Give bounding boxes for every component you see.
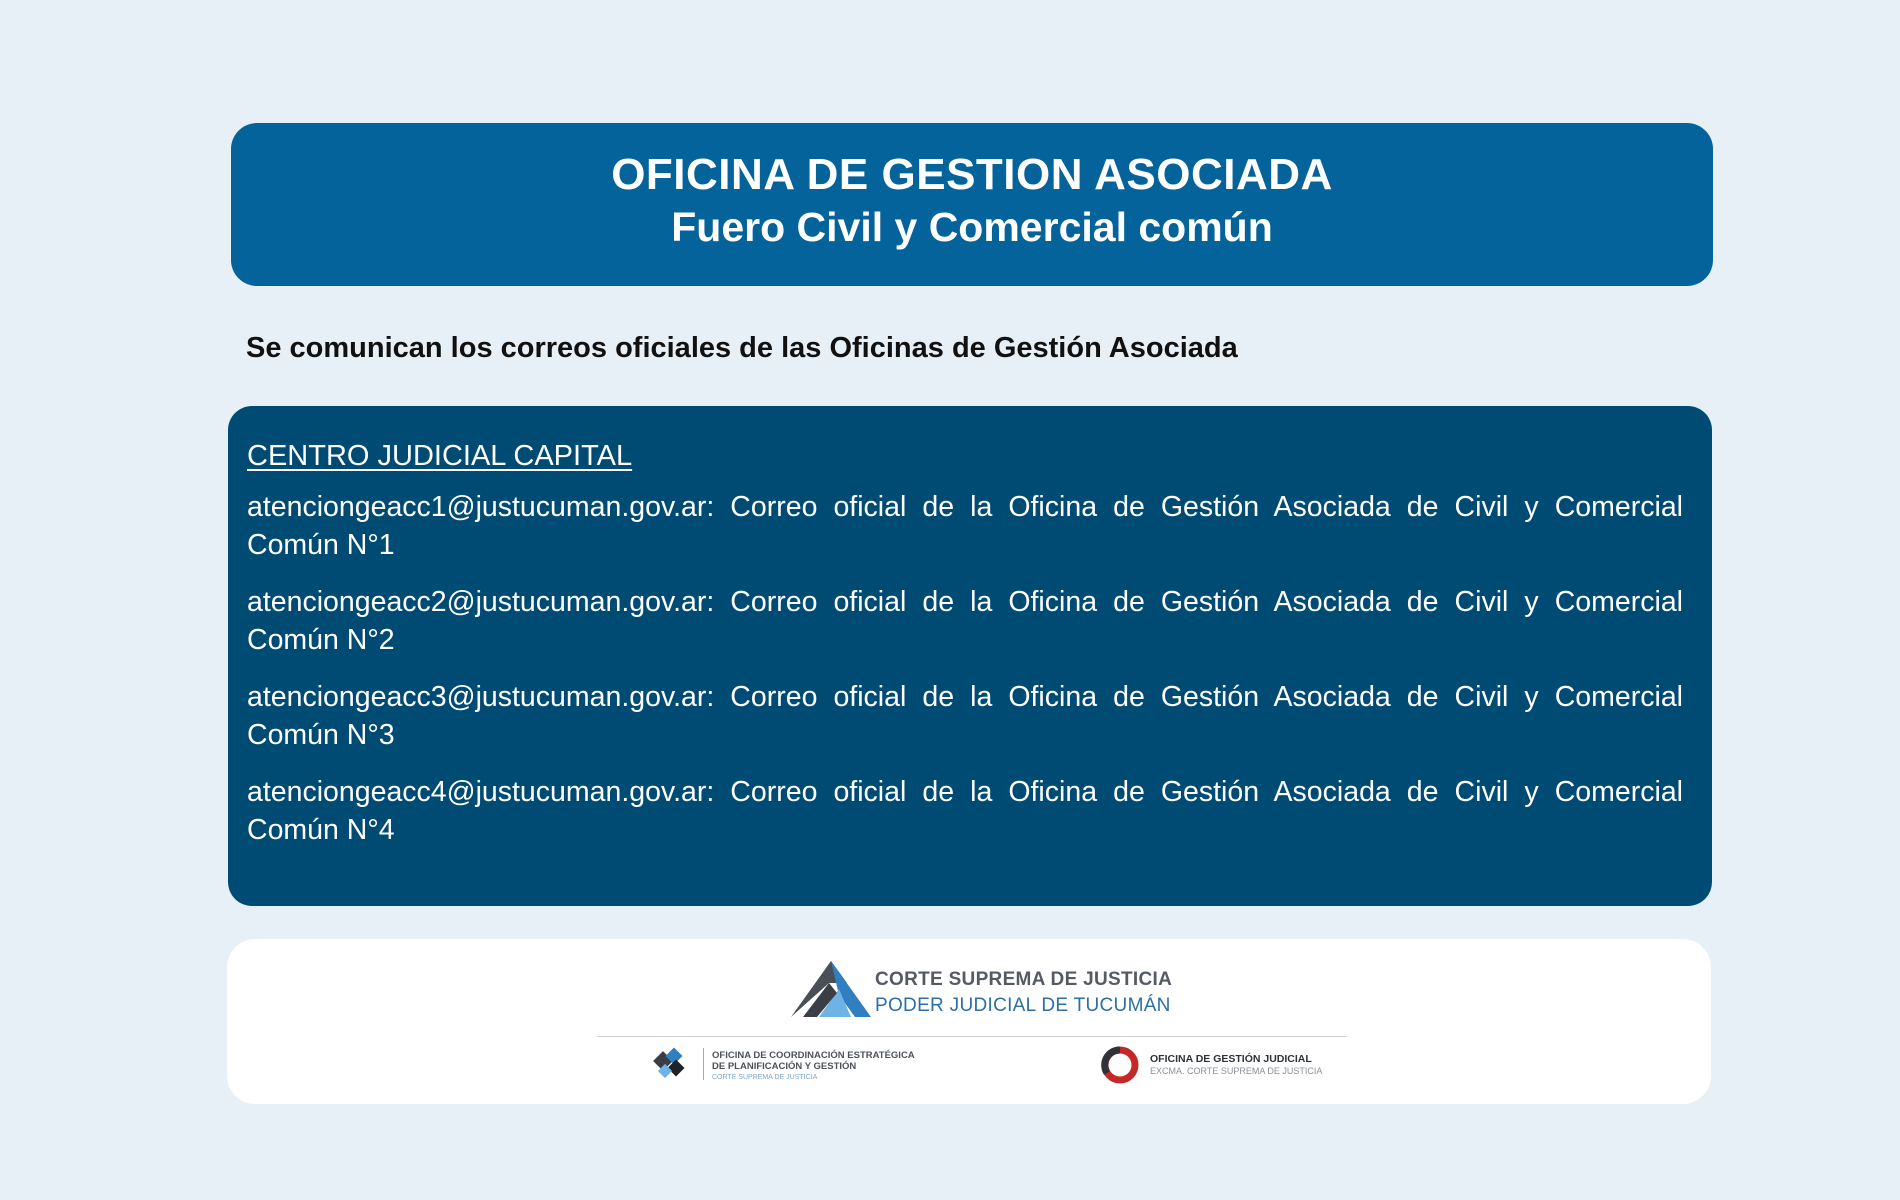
footer-divider — [597, 1036, 1347, 1037]
ogj-subtitle: EXCMA. CORTE SUPREMA DE JUSTICIA — [1150, 1066, 1323, 1076]
email-item-1: atenciongeacc1@justucuman.gov.ar: Correo oficial de la Oficina de Gestión Asociada de Civil y Comercial Común N°1 — [247, 491, 1683, 561]
email-item-2: atenciongeacc2@justucuman.gov.ar: Correo oficial de la Oficina de Gestión Asociada de Civil y Comercial Común N°2 — [247, 586, 1683, 656]
csj-name: CORTE SUPREMA DE JUSTICIA — [875, 969, 1173, 990]
page-subtitle: Fuero Civil y Comercial común — [671, 204, 1273, 250]
ocep-line-1: OFICINA DE COORDINACIÓN ESTRATÉGICA — [712, 1050, 915, 1061]
csj-logo-icon — [789, 957, 874, 1019]
ogj-name: OFICINA DE GESTIÓN JUDICIAL — [1150, 1053, 1312, 1065]
email-item-4: atenciongeacc4@justucuman.gov.ar: Correo oficial de la Oficina de Gestión Asociada de Civil y Comercial Común N°4 — [247, 776, 1683, 846]
page-title: OFICINA DE GESTION ASOCIADA — [611, 150, 1333, 199]
csj-subtitle: PODER JUDICIAL DE TUCUMÁN — [875, 995, 1171, 1016]
ocep-logo-icon — [652, 1046, 694, 1082]
email-item-3: atenciongeacc3@justucuman.gov.ar: Correo oficial de la Oficina de Gestión Asociada de Civil y Comercial Común N°3 — [247, 681, 1683, 751]
ocep-line-3: CORTE SUPREMA DE JUSTICIA — [712, 1074, 818, 1081]
header-banner — [231, 123, 1713, 286]
footer-logos — [227, 939, 1711, 1104]
ocep-separator — [703, 1048, 704, 1080]
ocep-text — [712, 1050, 915, 1083]
intro-text: Se comunican los correos oficiales de las Oficinas de Gestión Asociada — [246, 332, 1238, 364]
section-title: CENTRO JUDICIAL CAPITAL — [247, 440, 633, 472]
email-list-panel — [228, 406, 1712, 906]
ocep-line-2: DE PLANIFICACIÓN Y GESTIÓN — [712, 1061, 857, 1072]
ogj-logo-icon — [1099, 1045, 1141, 1085]
